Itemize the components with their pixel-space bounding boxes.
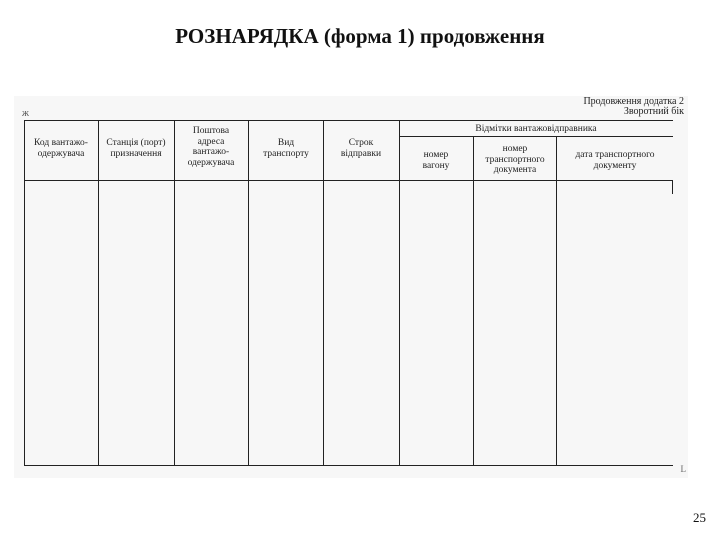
column-divider-3 xyxy=(248,120,249,466)
column-divider-4 xyxy=(323,120,324,466)
table-bottom-border xyxy=(24,465,673,466)
column-divider-6 xyxy=(473,136,474,466)
slide-title: РОЗНАРЯДКА (форма 1) продовження xyxy=(175,24,545,48)
page-number: 25 xyxy=(693,510,706,525)
form-corner-reverse-side: Зворотний бік xyxy=(623,106,684,117)
header-transport-type: Вид транспорту xyxy=(263,138,309,159)
header-bottom-border xyxy=(24,180,673,181)
header-wagon-number: номер вагону xyxy=(422,150,450,171)
table-left-border xyxy=(24,120,25,466)
form-corner-continuation: Продовження додатка 2 xyxy=(583,96,684,107)
header-destination-station: Станція (порт) призначення xyxy=(106,138,166,159)
column-divider-5 xyxy=(399,120,400,466)
header-transport-doc-number: номер транспортного документа xyxy=(485,144,545,175)
header-postal-address: Поштова адреса вантажо-одержувача xyxy=(187,126,235,168)
header-consignee-code: Код вантажо-одержувача xyxy=(34,138,88,159)
group-header-divider xyxy=(399,136,673,137)
column-divider-2 xyxy=(174,120,175,466)
form-bottom-mark: L xyxy=(680,464,686,474)
table-right-edge-mark xyxy=(672,180,673,194)
header-transport-doc-date: дата транспортного документу xyxy=(575,150,655,171)
header-shipper-notes-group: Відмітки вантажовідправника xyxy=(475,124,597,134)
table-top-border xyxy=(24,120,673,121)
column-divider-7 xyxy=(556,136,557,466)
form-top-marker: ж xyxy=(22,108,29,119)
column-divider-1 xyxy=(98,120,99,466)
header-shipping-term: Строк відправки xyxy=(340,138,382,159)
scanned-form xyxy=(14,96,688,478)
